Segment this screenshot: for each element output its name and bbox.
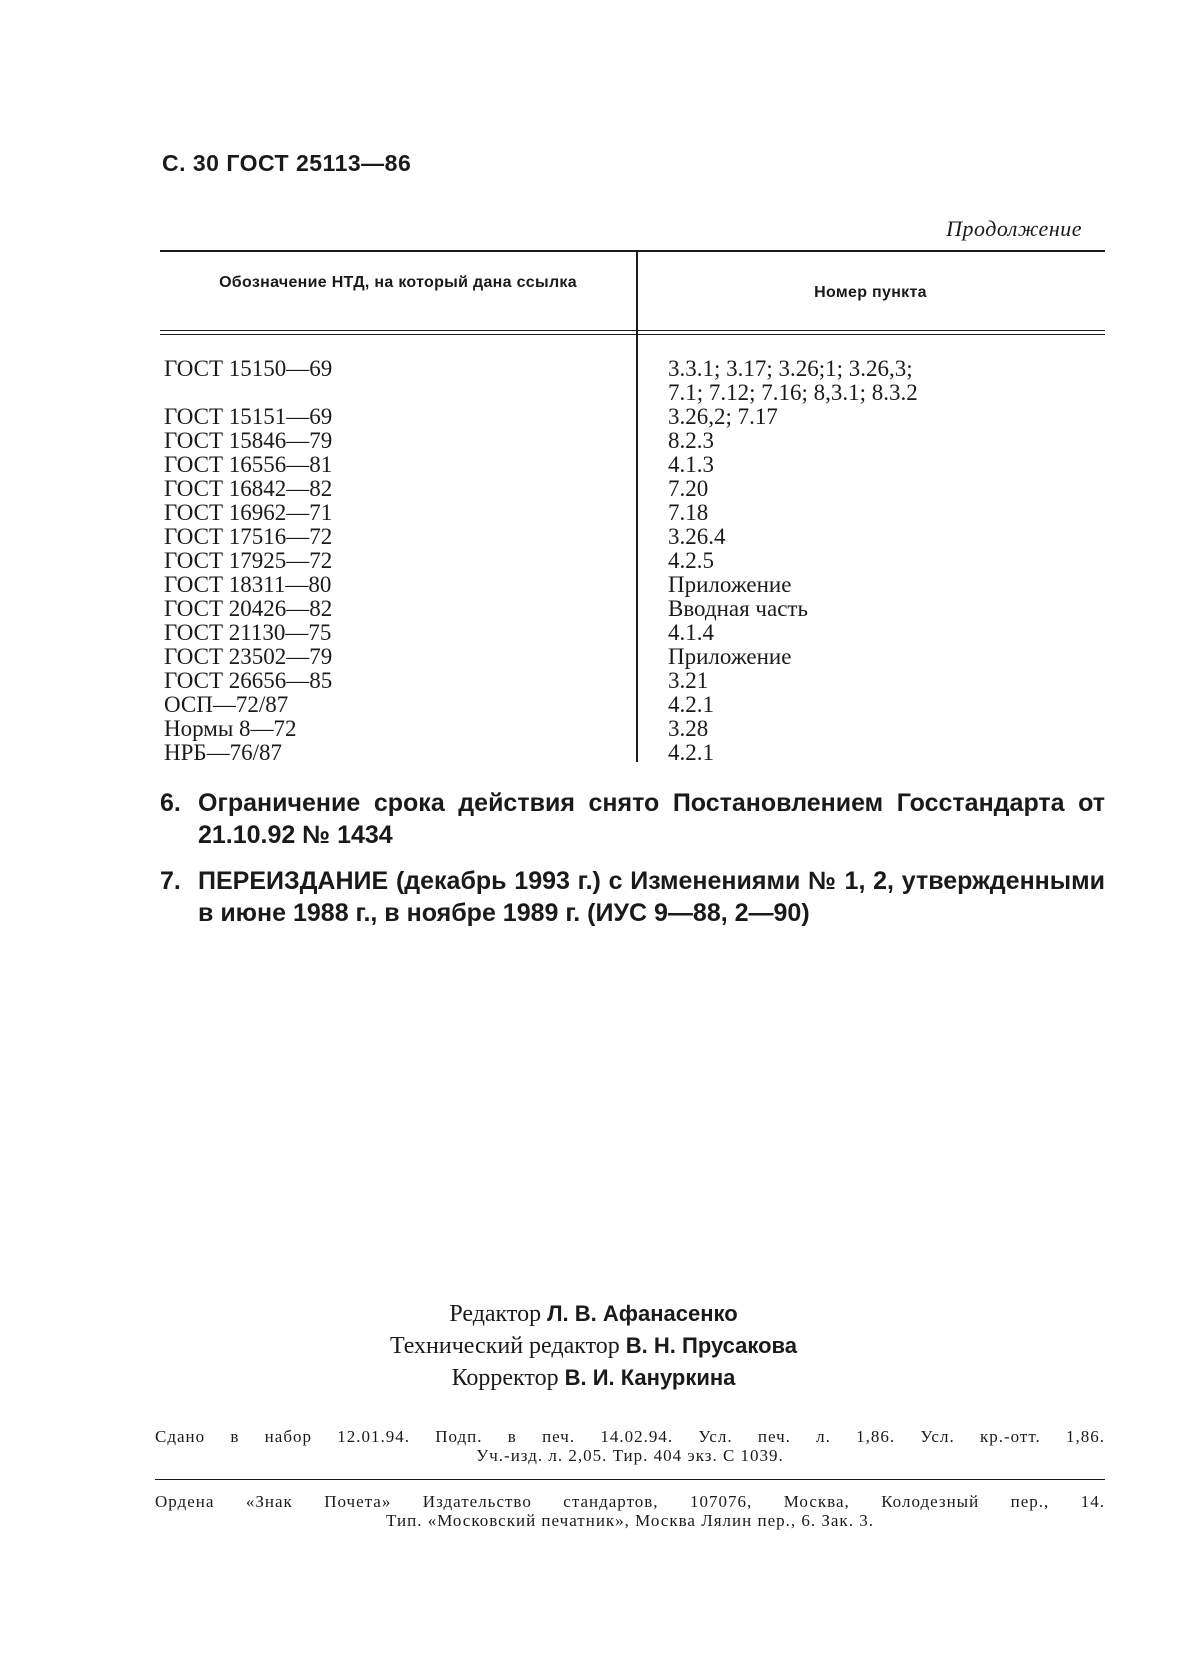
- document-cell: ГОСТ 17516—72: [164, 524, 333, 549]
- table-row: [160, 381, 1105, 405]
- point-cell: 8.2.3: [668, 428, 714, 453]
- table-row: [160, 453, 1105, 477]
- table-row: [160, 429, 1105, 453]
- table-row: [160, 525, 1105, 549]
- table-row: [160, 693, 1105, 717]
- point-cell: 3.3.1; 3.17; 3.26;1; 3.26,3;: [668, 356, 913, 381]
- column-divider: [636, 250, 638, 762]
- table-row: [160, 717, 1105, 741]
- document-cell: ГОСТ 16962—71: [164, 500, 333, 525]
- document-cell: ГОСТ 15151—69: [164, 404, 333, 429]
- publisher-details-line-2: Тип. «Московский печатник», Москва Лялин пер., 6. Зак. 3.: [386, 1511, 874, 1530]
- credit-tech-editor-name: В. Н. Прусакова: [625, 1333, 798, 1358]
- table-row: [160, 621, 1105, 645]
- point-cell: 3.26.4: [668, 524, 726, 549]
- note-number: 7.: [160, 867, 181, 895]
- note-item: [160, 787, 1105, 851]
- credits: [0, 1298, 1187, 1394]
- table-row: [160, 501, 1105, 525]
- continuation-label: Продолжение: [946, 216, 1082, 241]
- document-cell: ГОСТ 17925—72: [164, 548, 333, 573]
- credit-proofreader-label: Корректор: [451, 1365, 559, 1391]
- document-cell: ГОСТ 15846—79: [164, 428, 333, 453]
- point-cell: 3.26,2; 7.17: [668, 404, 778, 429]
- table-row: [160, 477, 1105, 501]
- point-cell: Вводная часть: [668, 596, 808, 621]
- point-cell: 4.1.4: [668, 620, 714, 645]
- page-header: С. 30 ГОСТ 25113—86: [162, 150, 412, 176]
- note-text: ПЕРЕИЗДАНИЕ (декабрь 1993 г.) с Изменениями № 1, 2, утвержденными в июне 1988 г., в ноябре 1989 г. (ИУС 9—88, 2—90): [198, 867, 1105, 927]
- point-cell: 4.2.1: [668, 740, 714, 765]
- reference-table: [160, 250, 1105, 765]
- point-cell: 4.2.5: [668, 548, 714, 573]
- credit-proofreader: [0, 1362, 1187, 1394]
- credit-editor-name: Л. В. Афанасенко: [547, 1301, 738, 1326]
- point-cell: 4.2.1: [668, 692, 714, 717]
- document-cell: ГОСТ 16842—82: [164, 476, 333, 501]
- point-cell: Приложение: [668, 572, 792, 597]
- credit-editor: [0, 1298, 1187, 1330]
- document-cell: ОСП—72/87: [164, 692, 289, 717]
- table-row: [160, 669, 1105, 693]
- document-cell: ГОСТ 23502—79: [164, 644, 333, 669]
- imprint-divider: [155, 1479, 1105, 1480]
- document-cell: ГОСТ 16556—81: [164, 452, 333, 477]
- credit-editor-label: Редактор: [449, 1301, 542, 1327]
- column-header-document: Обозначение НТД, на который дана ссылка: [219, 274, 577, 291]
- point-cell: 7.20: [668, 476, 709, 501]
- table-row: [160, 645, 1105, 669]
- point-cell: 3.21: [668, 668, 709, 693]
- print-details-line-1: Сдано в набор 12.01.94. Подп. в печ. 14.02.94. Усл. печ. л. 1,86. Усл. кр.-отт. 1,86.: [155, 1427, 1105, 1446]
- print-details: [155, 1427, 1105, 1465]
- publisher-details: [155, 1492, 1105, 1530]
- table-row: [160, 741, 1105, 765]
- credit-tech-editor: [0, 1330, 1187, 1362]
- document-cell: ГОСТ 18311—80: [164, 572, 332, 597]
- table-row: [160, 357, 1105, 381]
- table-header: [160, 252, 1105, 330]
- credit-proofreader-name: В. И. Кануркина: [564, 1365, 736, 1390]
- note-item: [160, 865, 1105, 929]
- point-cell: Приложение: [668, 644, 792, 669]
- column-header-point: Номер пункта: [814, 284, 927, 301]
- table-row: [160, 549, 1105, 573]
- document-cell: ГОСТ 26656—85: [164, 668, 333, 693]
- document-cell: НРБ—76/87: [164, 740, 282, 765]
- table-body: [160, 335, 1105, 765]
- point-cell: 7.18: [668, 500, 709, 525]
- note-text: Ограничение срока действия снято Постановлением Госстандарта от 21.10.92 № 1434: [198, 789, 1105, 849]
- document-cell: ГОСТ 21130—75: [164, 620, 332, 645]
- table-row: [160, 573, 1105, 597]
- notes-section: [160, 787, 1105, 943]
- note-number: 6.: [160, 789, 181, 817]
- publisher-details-line-1: Ордена «Знак Почета» Издательство стандартов, 107076, Москва, Колодезный пер., 14.: [155, 1492, 1105, 1511]
- print-details-line-2: Уч.-изд. л. 2,05. Тир. 404 экз. С 1039.: [476, 1446, 784, 1465]
- document-cell: ГОСТ 20426—82: [164, 596, 333, 621]
- point-cell: 4.1.3: [668, 452, 714, 477]
- credit-tech-editor-label: Технический редактор: [389, 1333, 620, 1359]
- document-cell: Нормы 8—72: [164, 716, 297, 741]
- document-cell: [160, 381, 636, 405]
- table-row: [160, 405, 1105, 429]
- point-cell: 7.1; 7.12; 7.16; 8,3.1; 8.3.2: [668, 380, 918, 405]
- point-cell: 3.28: [668, 716, 709, 741]
- table-row: [160, 597, 1105, 621]
- document-cell: ГОСТ 15150—69: [164, 356, 333, 381]
